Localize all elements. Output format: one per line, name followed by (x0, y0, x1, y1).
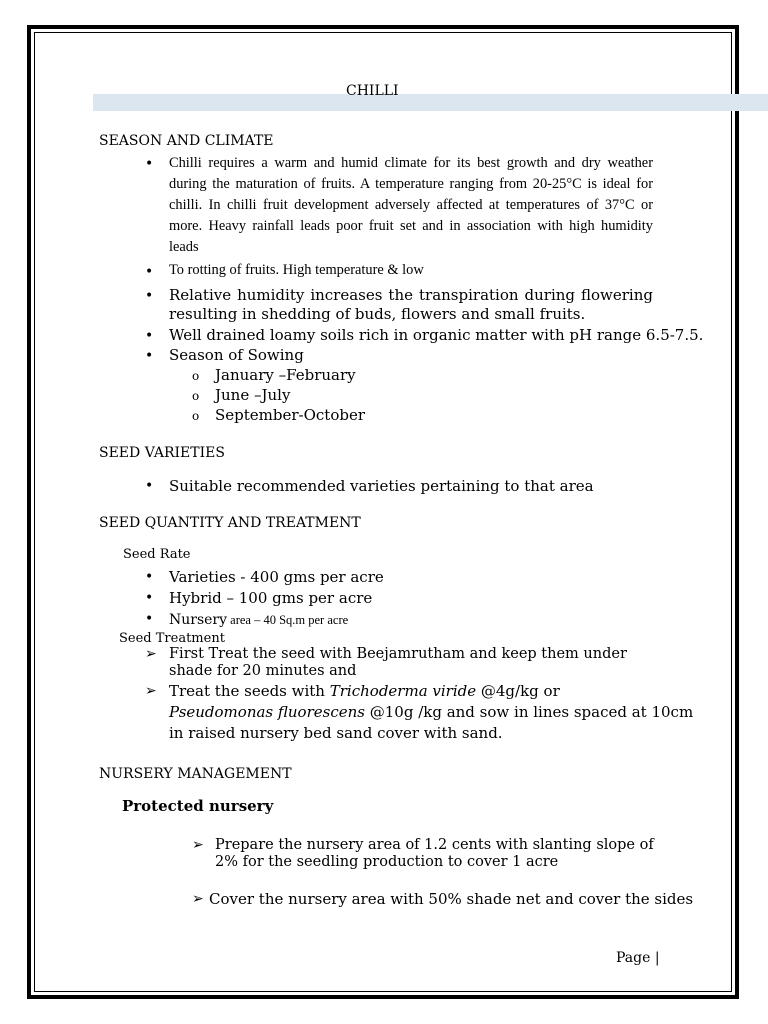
list-item: Treat the seeds with Trichoderma viride @4g/kg or (169, 682, 560, 700)
bullet-icon: • (145, 156, 154, 172)
nursery-prefix: Nursery (169, 612, 228, 628)
arrow-bullet-icon: ➢ (145, 646, 157, 662)
list-item: Prepare the nursery area of 1.2 cents with slanting slope of 2% for the seedling production to cover 1 acre (215, 837, 654, 870)
seed-rate-label: Seed Rate (123, 547, 191, 562)
circle-bullet-icon: o (192, 409, 200, 423)
section-heading-nursery: NURSERY MANAGEMENT (99, 766, 292, 782)
section-heading-quantity: SEED QUANTITY AND TREATMENT (99, 515, 361, 531)
list-item: June –July (215, 386, 291, 404)
list-item: Relative humidity increases the transpiration during flowering resulting in shedding of buds, flowers and small fruits. (169, 286, 653, 323)
subheading-protected-nursery: Protected nursery (122, 797, 274, 815)
section-heading-varieties: SEED VARIETIES (99, 445, 225, 461)
bullet-icon: • (145, 328, 154, 344)
arrow-bullet-icon: ➢ (145, 683, 157, 699)
list-item: Suitable recommended varieties pertaining to that area (169, 477, 594, 495)
list-item: First Treat the seed with Beejamrutham and keep them under shade for 20 minutes and (169, 646, 627, 679)
title-highlight-band (93, 94, 768, 111)
bullet-icon: • (145, 348, 154, 364)
list-item: Well drained loamy soils rich in organic matter with pH range 6.5-7.5. (169, 326, 704, 344)
arrow-bullet-icon: ➢ (192, 891, 204, 907)
circle-bullet-icon: o (192, 369, 200, 383)
page-title: CHILLI (346, 83, 399, 99)
list-item: Cover the nursery area with 50% shade net and cover the sides (209, 890, 694, 908)
arrow-bullet-icon: ➢ (192, 837, 204, 853)
seed-treatment-label: Seed Treatment (119, 631, 225, 646)
bullet-icon: • (145, 478, 154, 494)
list-item-continued: in raised nursery bed sand cover with sand. (169, 724, 503, 742)
list-item: Hybrid – 100 gms per acre (169, 589, 373, 607)
circle-bullet-icon: o (192, 389, 200, 403)
list-item (169, 610, 348, 628)
bullet-icon: • (145, 590, 154, 606)
list-item: Varieties - 400 gms per acre (169, 568, 384, 586)
bullet-icon: • (145, 611, 154, 627)
list-item: September-October (215, 406, 366, 424)
list-item: Season of Sowing (169, 346, 304, 364)
list-item: January –February (215, 366, 356, 384)
bullet-icon: • (145, 569, 154, 585)
bullet-icon: • (145, 288, 154, 304)
section-heading-season: SEASON AND CLIMATE (99, 133, 274, 149)
list-item: Chilli requires a warm and humid climate for its best growth and dry weather during the maturation of fruits. A temperature ranging from 20-25°C is ideal for chilli. In chilli fruit development adversely affected at temperatures of 37°C or more. Heavy rainfall leads poor fruit set and in association with high humidity leads (169, 155, 653, 255)
list-item-continued: Pseudomonas fluorescens @10g /kg and sow in lines spaced at 10cm (169, 703, 694, 721)
page-footer: Page | (616, 950, 660, 966)
nursery-area-text: area – 40 Sq.m per acre (227, 613, 349, 627)
bullet-icon: • (145, 264, 154, 280)
list-item: To rotting of fruits. High temperature & low (169, 262, 424, 278)
